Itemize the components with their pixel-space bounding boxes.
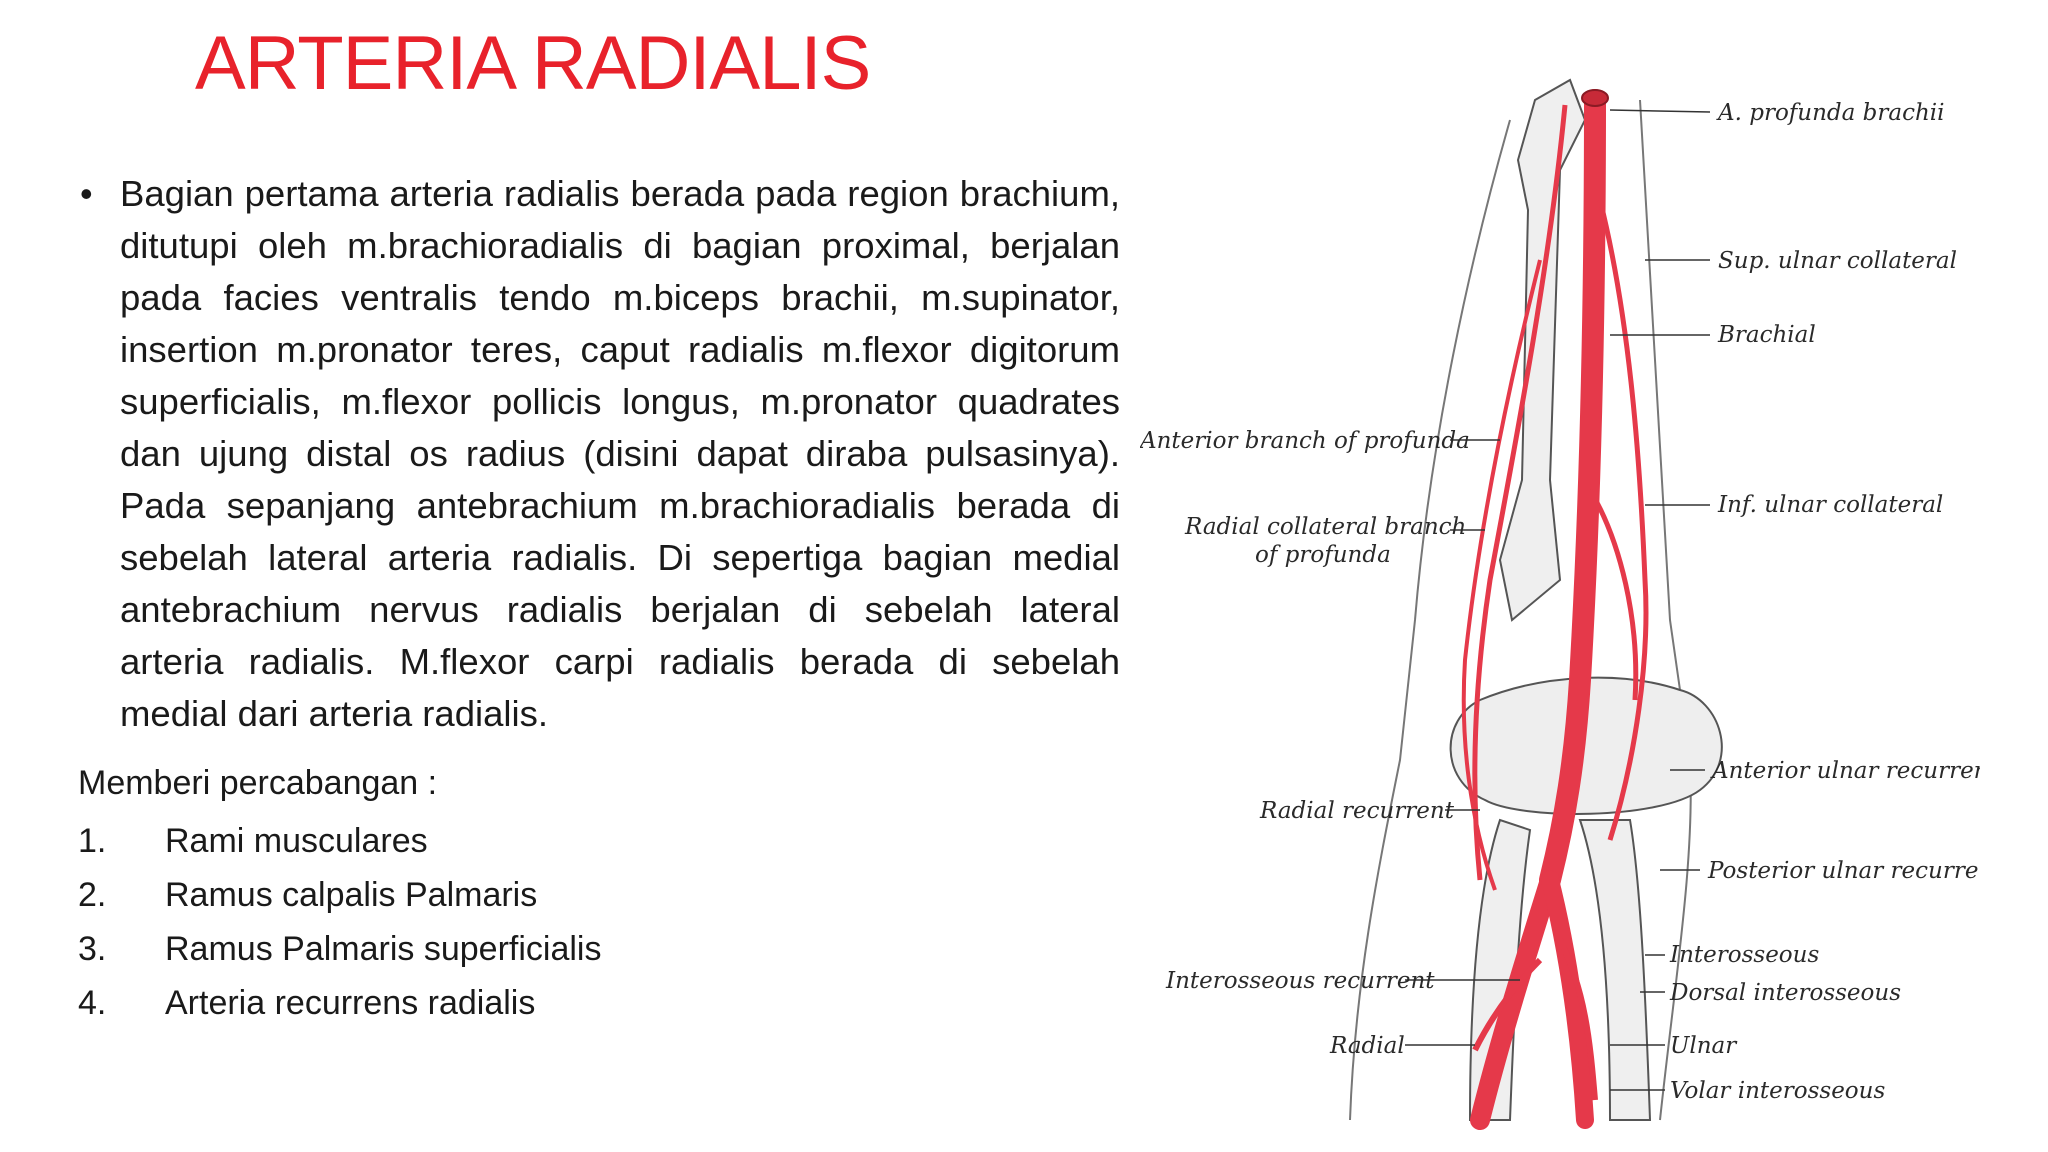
label-radial-collateral-1: Radial collateral branch: [1185, 514, 1467, 540]
arm-artery-illustration: [1140, 60, 1980, 1140]
label-anterior-branch-profunda: Anterior branch of profunda: [1140, 428, 1470, 454]
body-text: [78, 168, 1123, 1030]
label-anterior-ulnar-recurrent: Anterior ulnar recurrent: [1712, 758, 1980, 784]
label-interosseous-recurrent: Interosseous recurrent: [1166, 968, 1435, 994]
label-ulnar: Ulnar: [1670, 1033, 1737, 1059]
slide-title: ARTERIA RADIALIS: [195, 21, 871, 106]
list-number: 2.: [78, 876, 107, 914]
label-radial-recurrent: Radial recurrent: [1260, 798, 1454, 824]
list-item: [78, 976, 1123, 1030]
branches-intro: Memberi percabangan :: [78, 764, 438, 802]
branch-list: [78, 814, 1123, 1030]
anatomy-figure: [1140, 60, 1980, 1140]
list-number: 4.: [78, 984, 107, 1022]
artery-cut-end: [1582, 90, 1608, 106]
list-item: [78, 922, 1123, 976]
list-item: [78, 814, 1123, 868]
label-brachial: Brachial: [1718, 322, 1816, 348]
bullet-item: [78, 168, 1123, 740]
bullet-marker: •: [80, 173, 93, 214]
label-dorsal-interosseous: Dorsal interosseous: [1670, 980, 1902, 1006]
label-volar-interosseous: Volar interosseous: [1670, 1078, 1886, 1104]
label-sup-ulnar-collateral: Sup. ulnar collateral: [1718, 248, 1957, 274]
list-label: Arteria recurrens radialis: [165, 984, 536, 1022]
humerus-bone: [1500, 80, 1585, 620]
list-label: Rami musculares: [165, 822, 428, 860]
label-posterior-ulnar-recurrent: Posterior ulnar recurrent: [1708, 858, 1980, 884]
description-paragraph: Bagian pertama arteria radialis berada pada region brachium, ditutupi oleh m.brachioradialis di bagian proximal, berjalan pada facies ventralis tendo m.biceps brachii, m.supinator, insertion m.pronator teres, caput radialis m.flexor digitorum superficialis, m.flexor pollicis longus, m.pronator quadrates dan ujung distal os radius (disini dapat diraba pulsasinya). Pada sepanjang antebrachium m.brachioradialis berada di sebelah lateral arteria radialis. Di sepertiga bagian medial antebrachium nervus radialis berjalan di sebelah lateral arteria radialis. M.flexor carpi radialis berada di sebelah medial dari arteria radialis.: [120, 173, 1120, 734]
label-radial: Radial: [1330, 1033, 1405, 1059]
label-radial-collateral-2: of profunda: [1255, 542, 1391, 568]
label-profunda-brachii: A. profunda brachii: [1718, 100, 1945, 126]
label-interosseous: Interosseous: [1670, 942, 1820, 968]
list-label: Ramus calpalis Palmaris: [165, 876, 538, 914]
list-number: 3.: [78, 930, 107, 968]
label-inf-ulnar-collateral: Inf. ulnar collateral: [1718, 492, 1944, 518]
list-number: 1.: [78, 822, 107, 860]
list-item: [78, 868, 1123, 922]
list-label: Ramus Palmaris superficialis: [165, 930, 602, 968]
